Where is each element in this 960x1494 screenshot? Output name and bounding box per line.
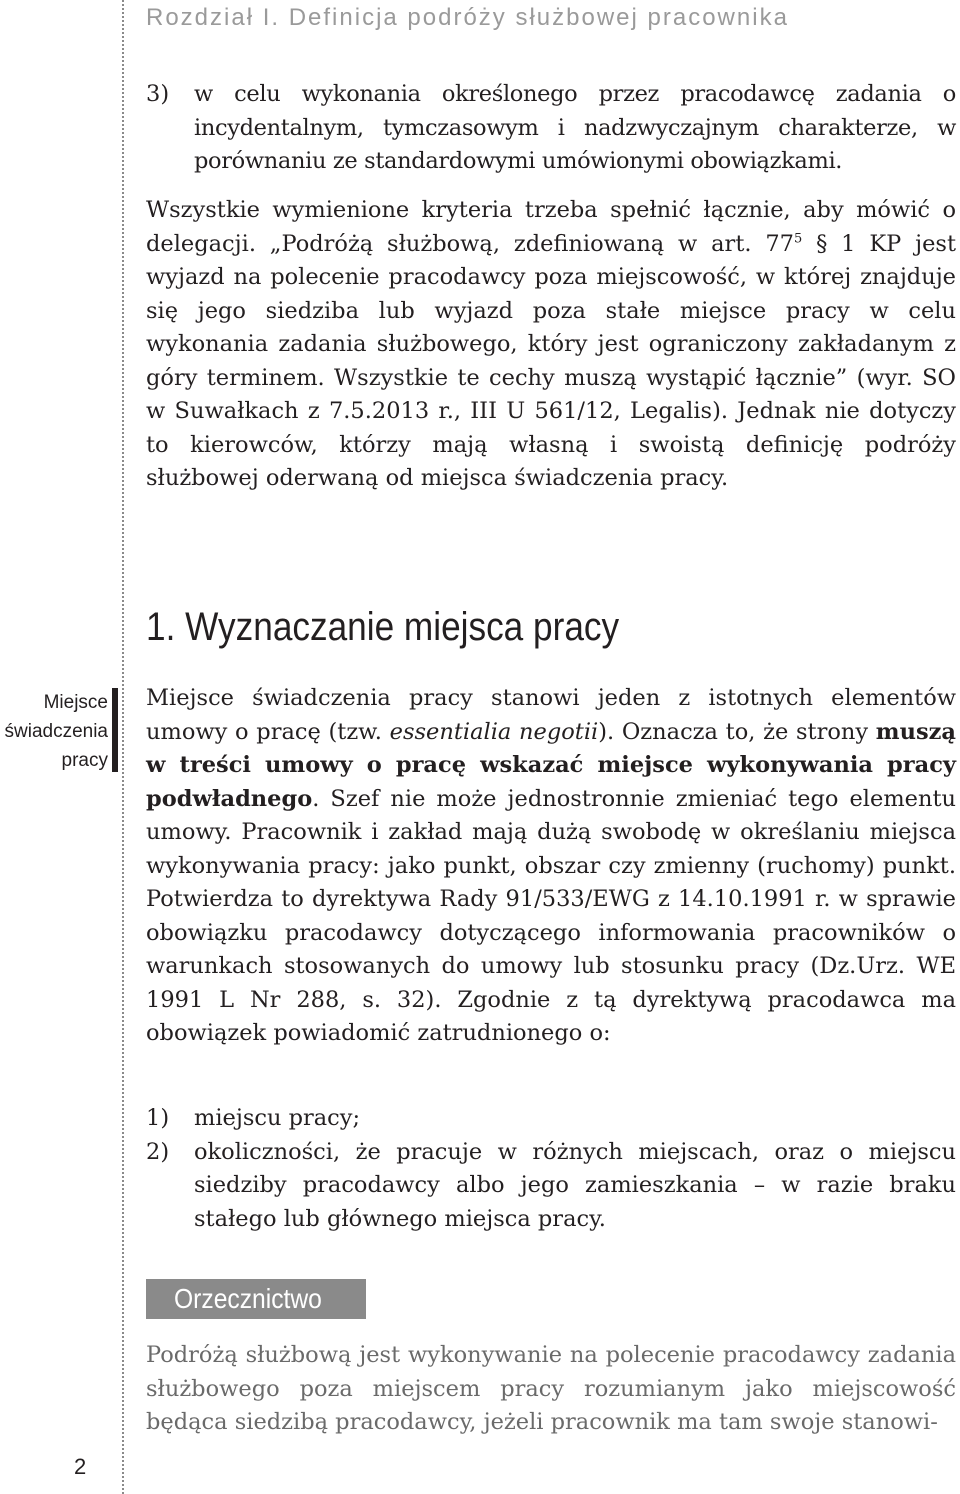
list-item-text: miejscu pracy; — [194, 1105, 361, 1131]
list-a — [146, 78, 956, 179]
running-header: Rozdział I. Definicja podróży służbowej pracownika — [146, 4, 789, 31]
margin-note-line: Miejsce — [43, 692, 108, 713]
paragraph-text: Miejsce świadczenia pracy stanowi jeden z istotnych elementów umowy o pracę (tzw. — [146, 685, 956, 745]
paragraph-place-of-work — [146, 682, 956, 1051]
case-law-text: Podróżą służbową jest wykonywanie na polecenie pracodawcy zadania służbowego poza miejscem pracy rozumianym jako miejscowość będąca siedzibą pracodawcy, jeżeli pracownik ma tam swoje stanowi- — [146, 1342, 956, 1435]
orzecznictwo-label: Orzecznictwo — [174, 1283, 322, 1314]
list-item-text: okoliczności, że pracuje w różnych miejscach, oraz o miejscu siedziby pracodawcy albo jego zamieszkania – w razie braku stałego lub głównego miejsca pracy. — [194, 1138, 956, 1232]
dotted-margin-divider — [122, 0, 124, 1494]
margin-note — [0, 688, 108, 775]
list-item — [146, 78, 956, 179]
orzecznictwo-label-box — [146, 1279, 366, 1319]
margin-note-bar — [112, 688, 118, 772]
list-item-number: 2) — [146, 1138, 170, 1165]
list-item-text: w celu wykonania określonego przez pracodawcę zadania o incydentalnym, tymczasowym i nadzwyczajnym charakterze, w porównaniu ze standardowymi umówionymi obowiązkami. — [194, 81, 956, 174]
list-item — [146, 1102, 956, 1136]
list-item — [146, 1136, 956, 1237]
margin-note-line: pracy — [61, 750, 108, 771]
paragraph-text: . Szef nie może jednostronnie zmieniać tego elementu umowy. Pracownik i zakład mają dużą swobodę w określaniu miejsca wykonywania pracy: jako punkt, obszar czy zmienny (ruchomy) punkt. Potwierdza to dyrektywa Rady 91/533/EWG z 14.10.1991 r. w sprawie obowiązku pracodawcy dotyczącego informowania pracowników o warunkach stosowanych do umowy lub stosunku pracy (Dz.Urz. WE 1991 L Nr 288, s. 32). Zgodnie z tą dyrektywą pracodawca ma obowiązek powiadomić zatrudnionego o: — [146, 785, 956, 1046]
paragraph-text: Wszystkie wymienione kryteria trzeba spełnić łącznie, aby mówić o delegacji. „Podróżą służbową, zdefiniowaną w art. 77 — [146, 197, 956, 257]
page-number: 2 — [74, 1454, 87, 1479]
bold-emphasis: muszą w treści umowy o pracę wskazać miejsce wykonywania pracy podwładnego — [146, 718, 956, 812]
italic-term: essentialia negotii — [389, 718, 599, 745]
list-item-number: 3) — [146, 81, 170, 107]
superscript: 5 — [793, 231, 803, 246]
list-item-number: 1) — [146, 1105, 170, 1131]
paragraph-delegation — [146, 194, 956, 496]
section-title: 1. Wyznaczanie miejsca pracy — [146, 605, 620, 649]
paragraph-text: ). Oznacza to, że strony — [598, 718, 876, 745]
case-law-excerpt — [146, 1339, 956, 1440]
paragraph-text: § 1 KP jest wyjazd na polecenie pracodawcy poza miejscowość, w której znajduje się jego siedziba lub wyjazd poza stałe miejsce pracy w celu wykonania zadania służbowego, który jest ograniczony zakładanym z góry terminem. Wszystkie te cechy muszą wystąpić łącznie” (wyr. SO w Suwałkach z 7.5.2013 r., III U 561/12, Legalis). Jednak nie dotyczy to kierowców, którzy mają własną i swoistą definicję podróży służbowej oderwaną od miejsca świadczenia pracy. — [146, 230, 956, 491]
margin-note-line: świadczenia — [4, 721, 108, 742]
list-b — [146, 1102, 956, 1236]
